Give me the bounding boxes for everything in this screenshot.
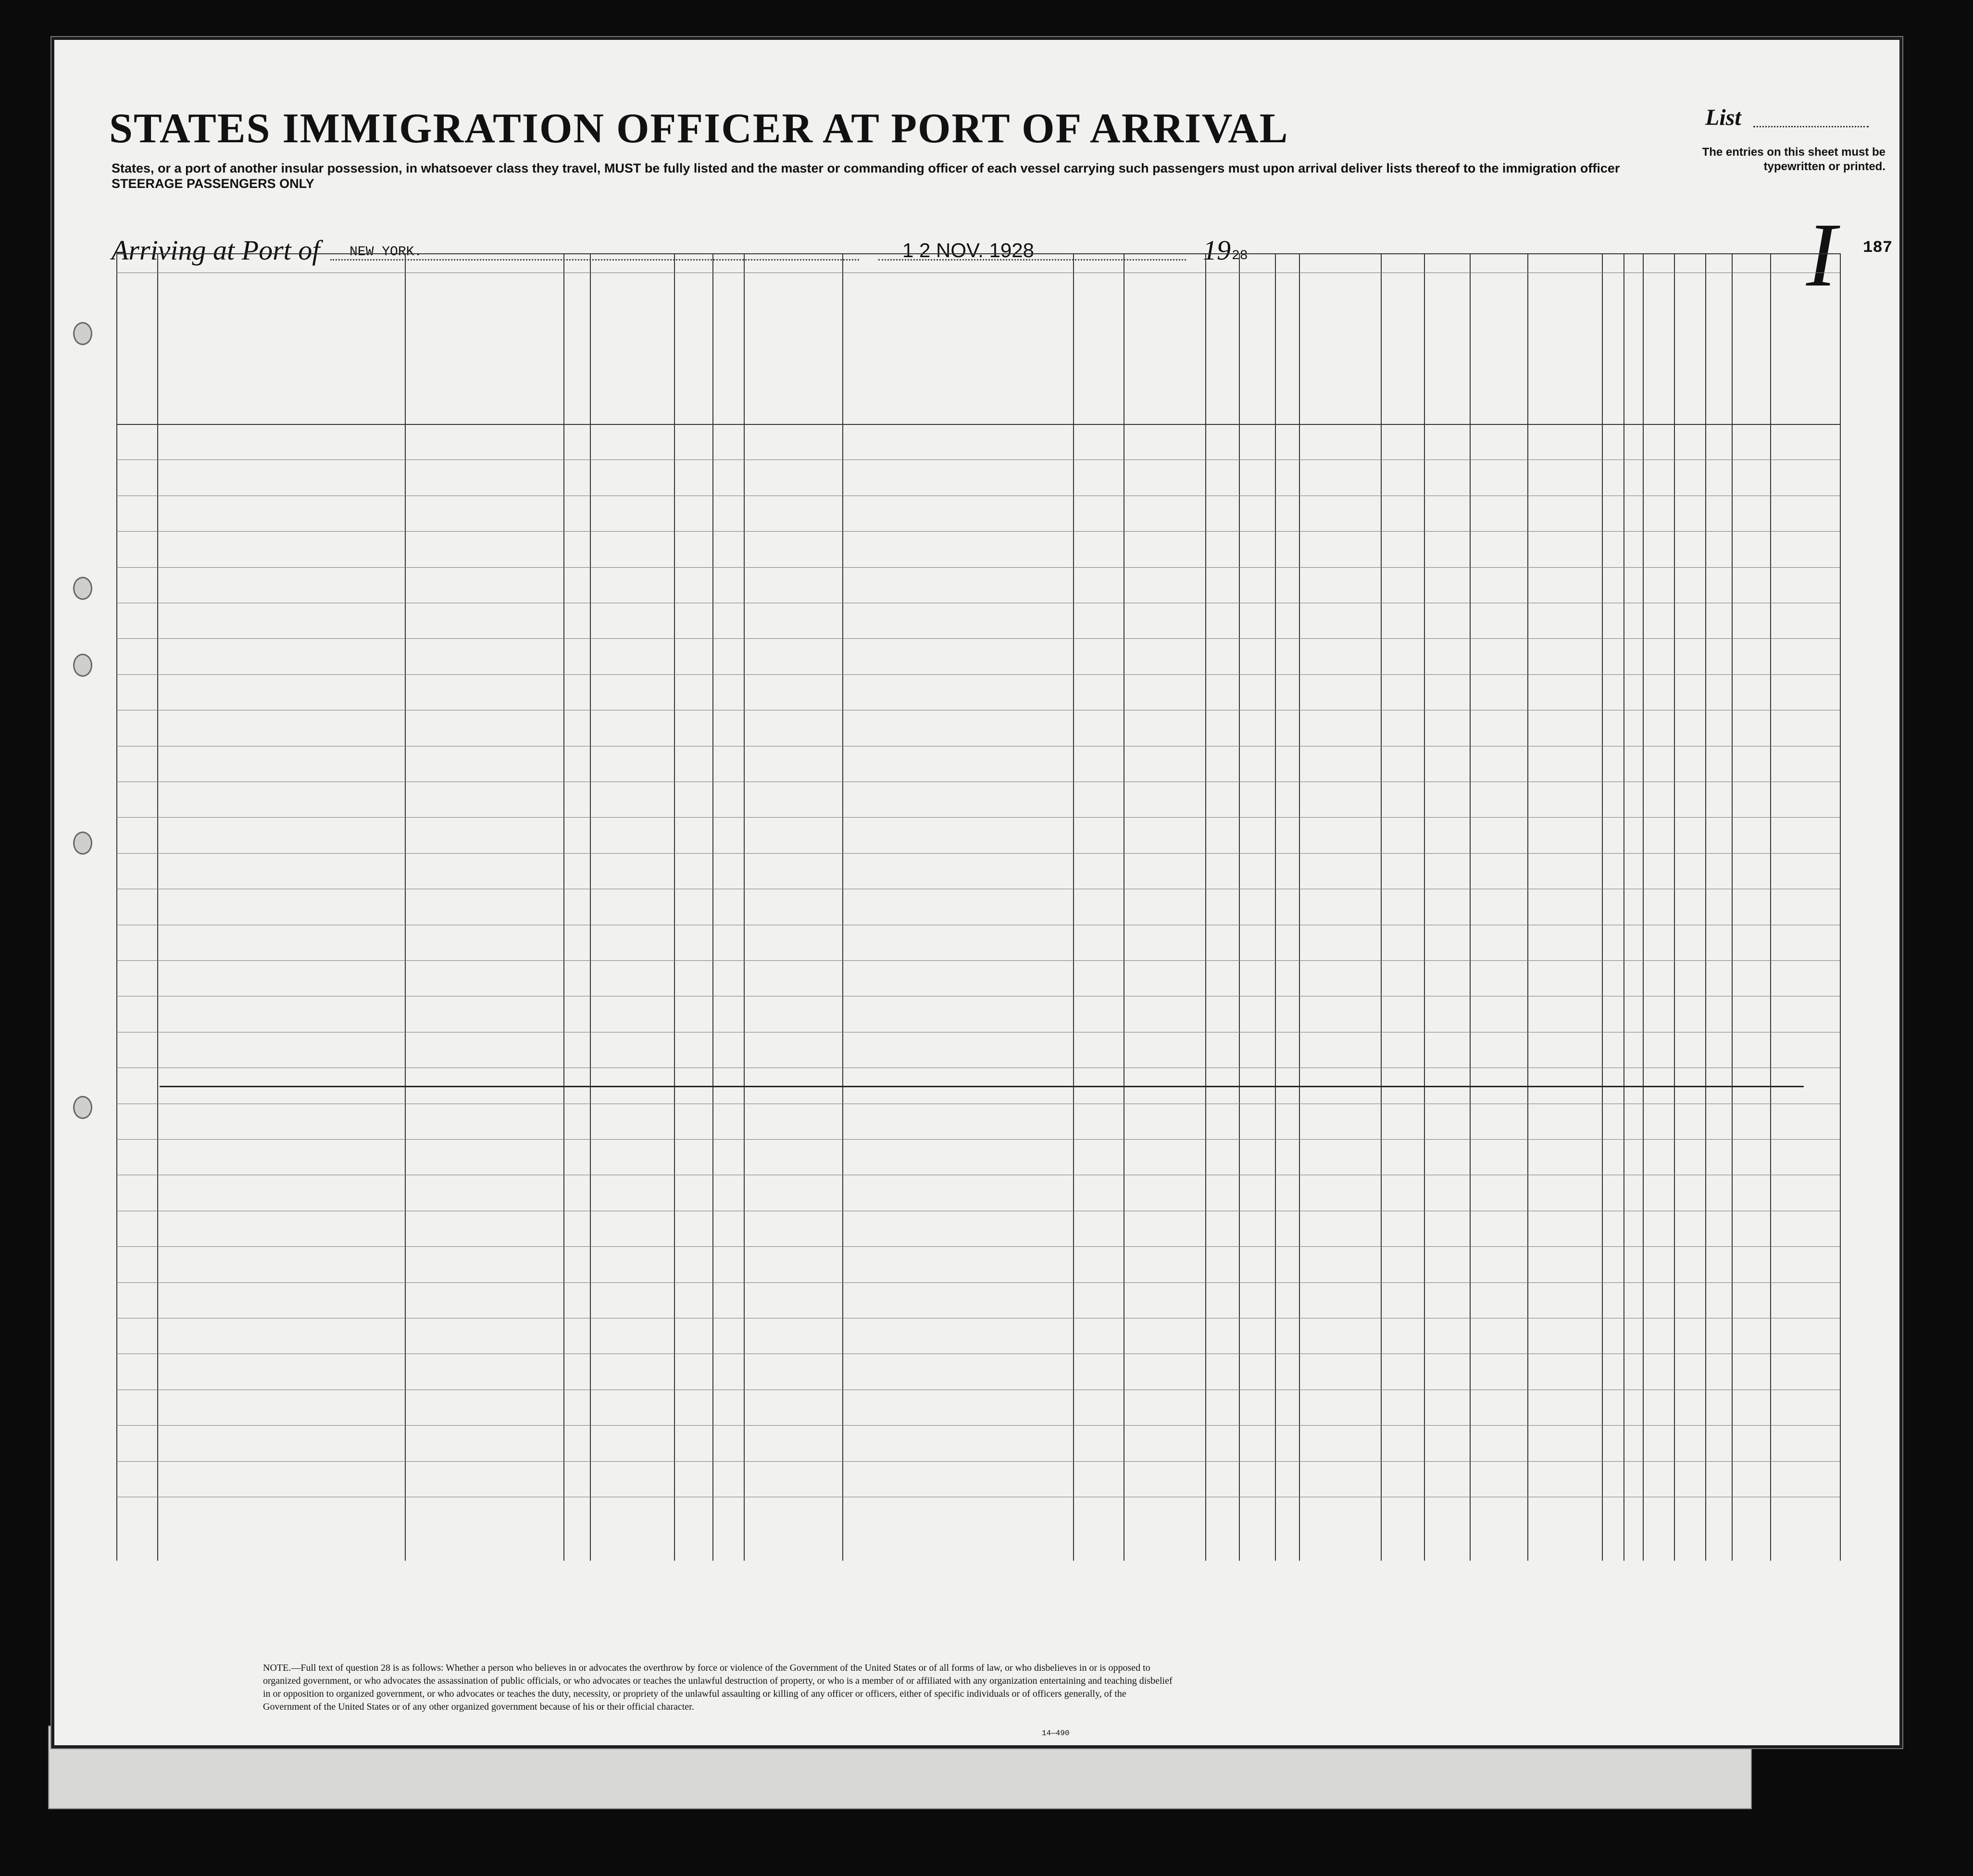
column-rule bbox=[1470, 253, 1471, 1561]
column-rule bbox=[1732, 253, 1733, 1561]
column-rule bbox=[1527, 253, 1528, 1561]
page-subtitle: States, or a port of another insular possession, in whatsoever class they travel, MUST be fully listed and the master or commanding officer of each vessel carrying such passengers must upon arrival deliver lists thereof to the immigration officer bbox=[112, 161, 1620, 175]
column-rule bbox=[842, 253, 843, 1561]
manifest-sheet bbox=[50, 36, 1903, 1749]
column-header-rotated bbox=[1383, 289, 1422, 414]
subheader-feet bbox=[1626, 385, 1640, 419]
column-header-rotated bbox=[1277, 289, 1297, 414]
port-value: NEW YORK. bbox=[350, 245, 423, 260]
row-rule bbox=[116, 1139, 1840, 1140]
list-letter: I bbox=[1806, 205, 1837, 306]
column-header-rotated bbox=[1238, 289, 1273, 414]
footnote: NOTE.—Full text of question 28 is as follows: Whether a person who believes in or advocates the overthrow by force or violence of the Government of the United States or of all forms of law, or who disbelieves in or is opposed to organized government, or who advocates the assassination of public officials, or who advocates or teaches the unlawful destruction of property, or who is a member of or affiliated with any organization entertaining and teaching disbelief in or opposition to organized government, or who advocates or teaches the duty, necessity, or propriety of the unlawful assaulting or killing of any officer or officers, either of specific individuals or of officers generally, of the Government of the United States or of any other organized government because of his or their official character. bbox=[263, 1663, 1173, 1712]
column-rule bbox=[1424, 253, 1425, 1561]
column-rule bbox=[1205, 253, 1206, 1561]
subheader-purpose-item bbox=[1126, 301, 1172, 422]
subheader-inches bbox=[1645, 385, 1660, 419]
header-rule bbox=[116, 253, 1840, 254]
row-rule bbox=[116, 674, 1840, 675]
date-stamp: 1 2 NOV. 1928 bbox=[902, 239, 1034, 261]
column-rule bbox=[1299, 253, 1300, 1561]
column-rule bbox=[744, 253, 745, 1561]
column-rule bbox=[712, 253, 713, 1561]
column-header-rotated bbox=[565, 289, 588, 414]
entries-note: The entries on this sheet must be typewritten or printed. bbox=[1702, 146, 1886, 173]
column-rule bbox=[1073, 253, 1074, 1561]
list-label: List bbox=[1705, 105, 1741, 130]
column-rule bbox=[590, 253, 591, 1561]
subheader-purpose-item bbox=[1176, 301, 1222, 422]
column-rule bbox=[1705, 253, 1706, 1561]
year-suffix: 28 bbox=[1232, 248, 1248, 263]
row-rule bbox=[116, 638, 1840, 639]
row-rule bbox=[116, 1425, 1840, 1426]
column-rule bbox=[157, 253, 158, 1561]
binder-hole bbox=[73, 577, 92, 600]
subheader-purpose-item bbox=[1075, 301, 1121, 422]
column-rule bbox=[1643, 253, 1644, 1561]
form-number: 14—490 bbox=[1042, 1729, 1070, 1738]
column-header-rotated bbox=[1301, 289, 1379, 414]
column-rule bbox=[405, 253, 406, 1561]
column-rule bbox=[116, 253, 117, 1561]
column-header-rotated bbox=[676, 289, 711, 414]
strike-line bbox=[160, 1086, 1804, 1087]
page-title: STATES IMMIGRATION OFFICER AT PORT OF ARRIVAL bbox=[109, 105, 1289, 152]
row-rule bbox=[116, 853, 1840, 854]
row-rule bbox=[116, 817, 1840, 818]
binder-hole bbox=[73, 322, 92, 345]
column-rule bbox=[1840, 253, 1841, 1561]
column-rule bbox=[563, 253, 564, 1561]
column-rule bbox=[1674, 253, 1675, 1561]
column-rule bbox=[1275, 253, 1276, 1561]
row-rule bbox=[116, 531, 1840, 532]
header-rule bbox=[116, 424, 1840, 425]
row-rule bbox=[116, 1282, 1840, 1283]
arriving-label: Arriving at Port of bbox=[112, 235, 320, 266]
row-rule bbox=[116, 567, 1840, 568]
column-rule bbox=[1770, 253, 1771, 1561]
column-header-rotated bbox=[1426, 289, 1468, 414]
column-rule bbox=[1623, 253, 1624, 1561]
list-line bbox=[1753, 126, 1869, 127]
column-rule bbox=[1602, 253, 1603, 1561]
binder-hole bbox=[73, 654, 92, 677]
binder-hole bbox=[73, 1096, 92, 1119]
binder-hole bbox=[73, 832, 92, 855]
column-rule bbox=[1381, 253, 1382, 1561]
column-header-rotated bbox=[1604, 289, 1622, 414]
row-rule bbox=[116, 1246, 1840, 1247]
year-prefix: 19 bbox=[1203, 235, 1231, 266]
row-rule bbox=[116, 1461, 1840, 1462]
column-header-rotated bbox=[1472, 289, 1525, 414]
row-rule bbox=[116, 960, 1840, 961]
page-number: 187 bbox=[1863, 239, 1893, 257]
passenger-class: STEERAGE PASSENGERS ONLY bbox=[112, 176, 314, 191]
column-rule bbox=[674, 253, 675, 1561]
column-rule bbox=[1239, 253, 1240, 1561]
